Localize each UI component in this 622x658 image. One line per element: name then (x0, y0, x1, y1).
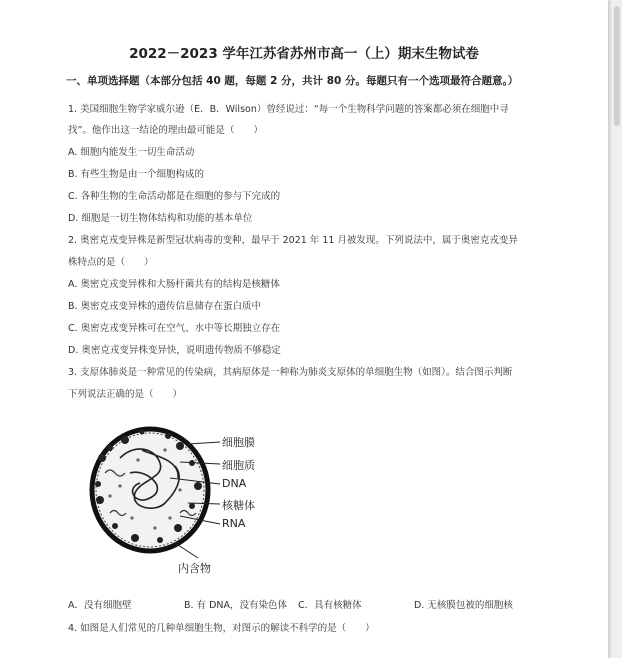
question-1-option-c: C. 各种生物的生命活动都是在细胞的参与下完成的 (68, 191, 281, 202)
label-cytoplasm: 细胞质 (222, 459, 255, 472)
section-heading: 一、单项选择题（本部分包括 40 题，每题 2 分，共计 80 分。每题只有一个选项最符合题意。） (66, 75, 519, 87)
question-4-stem: 4. 如图是人们常见的几种单细胞生物，对图示的解读不科学的是（ ） (68, 623, 375, 634)
question-2-option-b: B. 奥密克戎变异株的遗传信息储存在蛋白质中 (68, 301, 262, 312)
question-2-option-a: A. 奥密克戎变异株和大肠杆菌共有的结构是核糖体 (68, 279, 280, 290)
page-title: 2022－2023 学年江苏省苏州市高一（上）期末生物试卷 (129, 46, 479, 62)
question-3-stem: 3. 支原体肺炎是一种常见的传染病，其病原体是一种称为肺炎支原体的单细胞生物（如图）。结合图示判断 (68, 367, 513, 378)
question-3-option-a: A．没有细胞壁 (68, 600, 132, 611)
question-3-stem-cont: 下列说法正确的是（ ） (68, 389, 183, 400)
question-1-option-b: B. 有些生物是由一个细胞构成的 (68, 169, 205, 180)
question-3-option-d: D. 无核膜包被的细胞核 (414, 600, 513, 611)
question-3-option-c: C．具有核糖体 (298, 600, 362, 611)
question-2-stem-cont: 株特点的是（ ） (68, 257, 154, 268)
label-rna: RNA (222, 517, 246, 530)
label-cell-membrane: 细胞膜 (222, 436, 255, 449)
scrollbar-thumb[interactable] (614, 6, 620, 126)
vertical-scrollbar[interactable] (612, 0, 622, 658)
question-2-option-c: C. 奥密克戎变异株可在空气、水中等长期独立存在 (68, 323, 281, 334)
label-dna: DNA (222, 477, 247, 490)
question-1-stem-cont: 找”。他作出这一结论的理由最可能是（ ） (68, 125, 263, 136)
question-1-option-a: A. 细胞内能发生一切生命活动 (68, 147, 195, 158)
label-ribosome: 核糖体 (222, 499, 255, 512)
question-1-option-d: D. 细胞是一切生物体结构和功能的基本单位 (68, 213, 253, 224)
label-inclusion: 内含物 (178, 562, 211, 575)
question-2-option-d: D. 奥密克戎变异株变异快，说明遗传物质不够稳定 (68, 345, 281, 356)
question-3-option-b: B. 有 DNA，没有染色体 (184, 600, 287, 611)
question-1-stem: 1. 美国细胞生物学家威尔逊（E．B．Wilson）曾经说过：“每一个生物科学问题的答案都必须在细胞中寻 (68, 104, 509, 115)
question-2-stem: 2. 奥密克戎变异株是新型冠状病毒的变种，最早于 2021 年 11 月被发现。下列说法中，属于奥密克戎变异 (68, 235, 518, 246)
